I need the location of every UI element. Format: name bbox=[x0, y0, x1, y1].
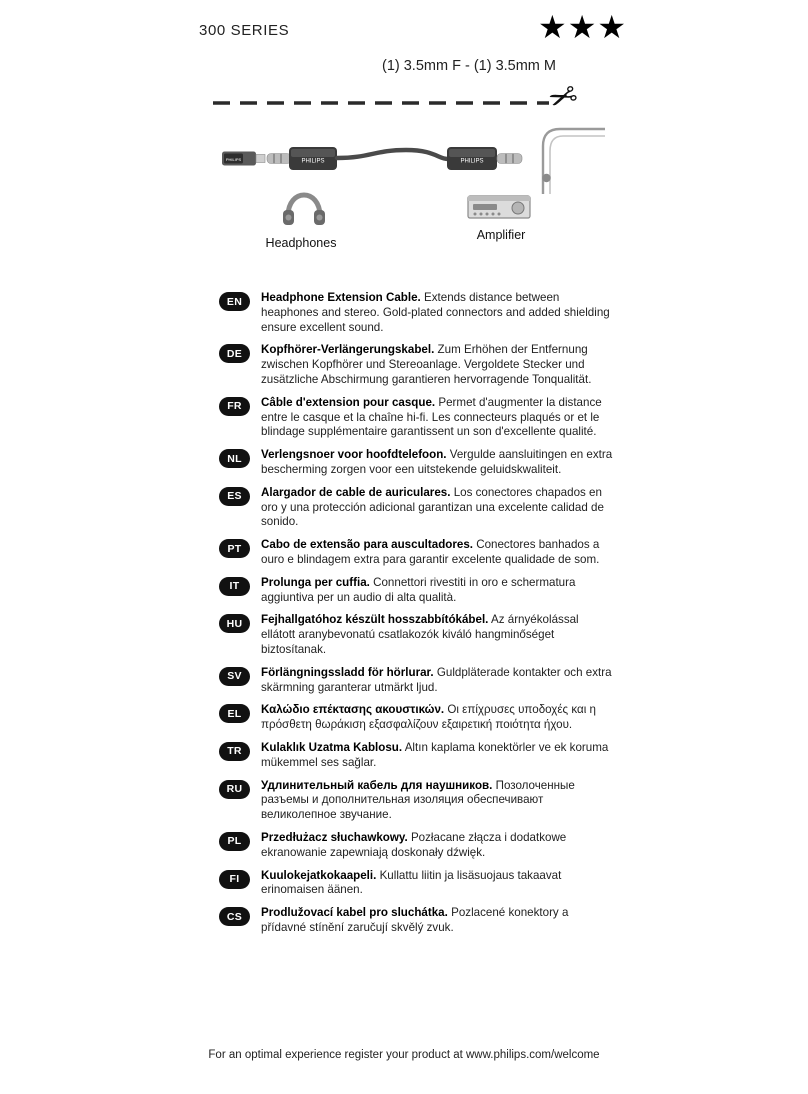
language-title: Kopfhörer-Verlängerungskabel. bbox=[261, 343, 435, 357]
svg-text:PHILIPS: PHILIPS bbox=[225, 156, 242, 162]
language-body: Pozłacane złącza i dodatkowe ekranowanie zapewniają doskonały dźwięk. bbox=[261, 830, 567, 859]
language-title: Удлинительный кабель для наушников. bbox=[261, 778, 493, 792]
language-entry bbox=[219, 869, 613, 899]
language-text bbox=[261, 779, 613, 823]
cut-dashed-line bbox=[213, 99, 549, 107]
language-text bbox=[261, 831, 613, 861]
language-badge: EL bbox=[219, 704, 250, 723]
headphones-icon bbox=[283, 195, 325, 225]
male-plug-right bbox=[447, 147, 522, 170]
language-entry bbox=[219, 291, 613, 335]
language-badge: FR bbox=[219, 397, 250, 416]
language-body: Az árnyékolással ellátott aranybevonatú csatlakozók kiváló hangminőséget biztosítanak. bbox=[261, 613, 579, 656]
language-body: Conectores banhados a ouro e blindagem extra para garantir excelente qualidade de som. bbox=[261, 538, 600, 566]
language-title: Verlengsnoer voor hoofdtelefoon. bbox=[261, 448, 447, 462]
language-title: Câble d'extension pour casque. bbox=[261, 395, 436, 409]
amplifier-icon bbox=[468, 196, 530, 218]
svg-text:PHILIPS: PHILIPS bbox=[460, 158, 484, 165]
language-text bbox=[261, 576, 613, 606]
language-text bbox=[261, 396, 613, 440]
language-badge: SV bbox=[219, 667, 250, 686]
language-title: Prolunga per cuffia. bbox=[261, 575, 370, 589]
language-entry bbox=[219, 343, 613, 387]
language-badge: RU bbox=[219, 780, 250, 799]
connector-spec: (1) 3.5mm F - (1) 3.5mm M bbox=[381, 58, 556, 74]
language-badge: CS bbox=[219, 907, 250, 926]
device-corner-outline bbox=[542, 129, 605, 194]
language-body: Οι επίχρυσες υποδοχές και η πρόσθετη θωράκιση εξασφαλίζουν εξαιρετική ποιότητα ήχου. bbox=[261, 703, 596, 732]
language-text bbox=[261, 291, 613, 335]
language-body: Pozlacené konektory a přídavné stínění zaručují skvělý zvuk. bbox=[261, 906, 569, 934]
language-badge: NL bbox=[219, 449, 250, 468]
language-entry bbox=[219, 538, 613, 568]
language-text bbox=[261, 741, 613, 771]
cable-illustration bbox=[210, 120, 605, 240]
language-text bbox=[261, 486, 613, 530]
language-body: Kullattu liitin ja lisäsuojaus takaavat erinomaisen äänen. bbox=[261, 868, 562, 897]
language-body: Zum Erhöhen der Entfernung zwischen Kopfhörer und Stereoanlage. Vergoldete Stecker und zusätzliche Abschirmung garantieren hervorragende Tonqualität. bbox=[261, 343, 592, 386]
language-entry bbox=[219, 576, 613, 606]
language-badge: IT bbox=[219, 577, 250, 596]
language-entry bbox=[219, 779, 613, 823]
language-badge: ES bbox=[219, 487, 250, 506]
language-body: Connettori rivestiti in oro e schermatura aggiuntiva per un audio di alta qualità. bbox=[261, 575, 576, 604]
language-title: Förlängningssladd för hörlurar. bbox=[261, 665, 434, 679]
language-text bbox=[261, 869, 613, 899]
language-entry bbox=[219, 486, 613, 530]
language-entry bbox=[219, 906, 613, 936]
language-body: Altın kaplama konektörler ve ek koruma mükemmel ses sağlar. bbox=[261, 740, 609, 769]
language-title: Headphone Extension Cable. bbox=[261, 291, 421, 304]
series-title: 300 SERIES bbox=[199, 22, 290, 39]
language-body: Vergulde aansluitingen en extra bescherming zorgen voor een uitstekende geluidskwaliteit. bbox=[261, 448, 613, 476]
language-text bbox=[261, 448, 613, 478]
language-text bbox=[261, 906, 613, 936]
language-text bbox=[261, 703, 613, 733]
language-badge: TR bbox=[219, 742, 250, 761]
amplifier-label: Amplifier bbox=[476, 228, 526, 242]
language-title: Prodlužovací kabel pro sluchátka. bbox=[261, 906, 448, 920]
language-title: Przedłużacz słuchawkowy. bbox=[261, 830, 408, 844]
rating-stars-icon: ★★★ bbox=[538, 9, 628, 45]
language-title: Alargador de cable de auriculares. bbox=[261, 485, 451, 499]
language-entry bbox=[219, 666, 613, 696]
cable-cord bbox=[337, 150, 448, 159]
language-badge: PT bbox=[219, 539, 250, 558]
language-body: Extends distance between heaphones and stereo. Gold-plated connectors and added shielding ensure excellent sound. bbox=[261, 291, 610, 334]
headphones-label: Headphones bbox=[265, 236, 337, 250]
language-badge: HU bbox=[219, 614, 250, 633]
language-text bbox=[261, 538, 613, 568]
language-title: Καλώδιο επέκτασης ακουστικών. bbox=[261, 703, 445, 717]
footer-register-note: For an optimal experience register your product at www.philips.com/welcome bbox=[208, 1049, 600, 1061]
language-badge: DE bbox=[219, 344, 250, 363]
language-text bbox=[261, 666, 613, 696]
language-list bbox=[219, 291, 613, 936]
male-plug-left bbox=[267, 147, 337, 170]
language-body: Позолоченные разъемы и дополнительная изоляция обеспечивают великолепное звучание. bbox=[261, 778, 575, 822]
language-badge: PL bbox=[219, 832, 250, 851]
language-badge: EN bbox=[219, 292, 250, 311]
language-entry bbox=[219, 448, 613, 478]
female-connector bbox=[222, 152, 265, 166]
language-entry bbox=[219, 613, 613, 657]
scissors-icon: ✂ bbox=[543, 75, 584, 121]
language-body: Los conectores chapados en oro y una protección adicional garantizan una excelente calidad de sonido. bbox=[261, 485, 604, 529]
language-entry bbox=[219, 831, 613, 861]
svg-text:PHILIPS: PHILIPS bbox=[301, 158, 325, 165]
language-entry bbox=[219, 703, 613, 733]
language-title: Kulaklık Uzatma Kablosu. bbox=[261, 740, 403, 754]
language-title: Fejhallgatóhoz készült hosszabbítókábel. bbox=[261, 613, 489, 627]
language-body: Permet d'augmenter la distance entre le casque et la chaîne hi-fi. Les connecteurs plaqués or et le blindage supplémentaire garantissent un son d'excellente qualité. bbox=[261, 395, 602, 439]
language-body: Guldpläterade kontakter och extra skärmning garanterar utmärkt ljud. bbox=[261, 665, 612, 694]
language-entry bbox=[219, 396, 613, 440]
language-title: Kuulokejatkokaapeli. bbox=[261, 868, 377, 882]
language-text bbox=[261, 343, 613, 387]
language-entry bbox=[219, 741, 613, 771]
language-text bbox=[261, 613, 613, 657]
language-badge: FI bbox=[219, 870, 250, 889]
language-title: Cabo de extensão para auscultadores. bbox=[261, 538, 473, 552]
